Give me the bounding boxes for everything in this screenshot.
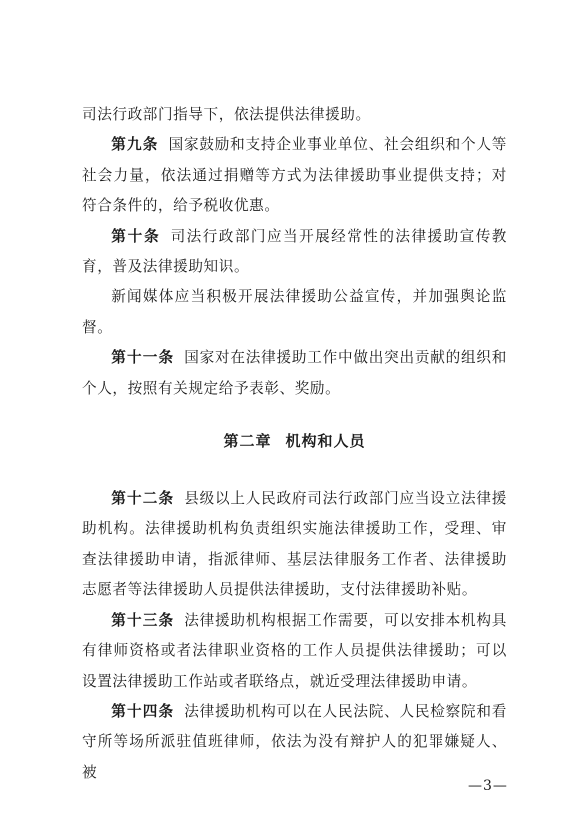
- article-number: 第十一条: [111, 349, 175, 367]
- paragraph-article-11: [82, 343, 507, 404]
- paragraph-text: 法律援助机构可以在人民法院、人民检察院和看守所等场所派驻值班律师，依法为没有辩护人的犯罪嫌疑人、被: [82, 702, 507, 781]
- article-number: 第十三条: [111, 611, 175, 629]
- article-number: 第十二条: [111, 490, 175, 508]
- article-number: 第十四条: [111, 702, 175, 720]
- chapter-number: 第二章: [223, 432, 272, 451]
- chapter-heading: [82, 426, 507, 456]
- paragraph-article-9: [82, 130, 507, 221]
- paragraph-text: 县级以上人民政府司法行政部门应当设立法律援助机构。法律援助机构负责组织实施法律援助工作，受理、审查法律援助申请，指派律师、基层法律服务工作者、法律援助志愿者等法律援助人员提供法律援助，支付法律援助补贴。: [82, 490, 507, 599]
- article-number: 第九条: [111, 136, 159, 154]
- paragraph-text: 国家鼓励和支持企业事业单位、社会组织和个人等社会力量，依法通过捐赠等方式为法律援助事业提供支持；对符合条件的，给予税收优惠。: [82, 136, 507, 215]
- paragraph-article-14: [82, 697, 507, 788]
- page-number: —3—: [468, 778, 508, 794]
- article-number: 第十条: [111, 227, 161, 245]
- paragraph-text: 法律援助机构根据工作需要，可以安排本机构具有律师资格或者法律职业资格的工作人员提供法律援助；可以设置法律援助工作站或者联络点，就近受理法律援助申请。: [82, 611, 507, 690]
- paragraph-article-12: [82, 484, 507, 606]
- paragraph-continuation: [82, 100, 507, 130]
- paragraph-text: 司法行政部门指导下，依法提供法律援助。: [82, 106, 371, 123]
- paragraph-article-13: [82, 606, 507, 697]
- paragraph-text: 司法行政部门应当开展经常性的法律援助宣传教育，普及法律援助知识。: [82, 227, 507, 276]
- paragraph-text: 新闻媒体应当积极开展法律援助公益宣传，并加强舆论监督。: [82, 288, 507, 336]
- document-body: [82, 100, 507, 788]
- chapter-title: 机构和人员: [285, 432, 366, 451]
- paragraph-article-10: [82, 222, 507, 283]
- paragraph-article-10-clause-2: [82, 282, 507, 343]
- paragraph-text: 国家对在法律援助工作中做出突出贡献的组织和个人，按照有关规定给予表彰、奖励。: [82, 349, 507, 397]
